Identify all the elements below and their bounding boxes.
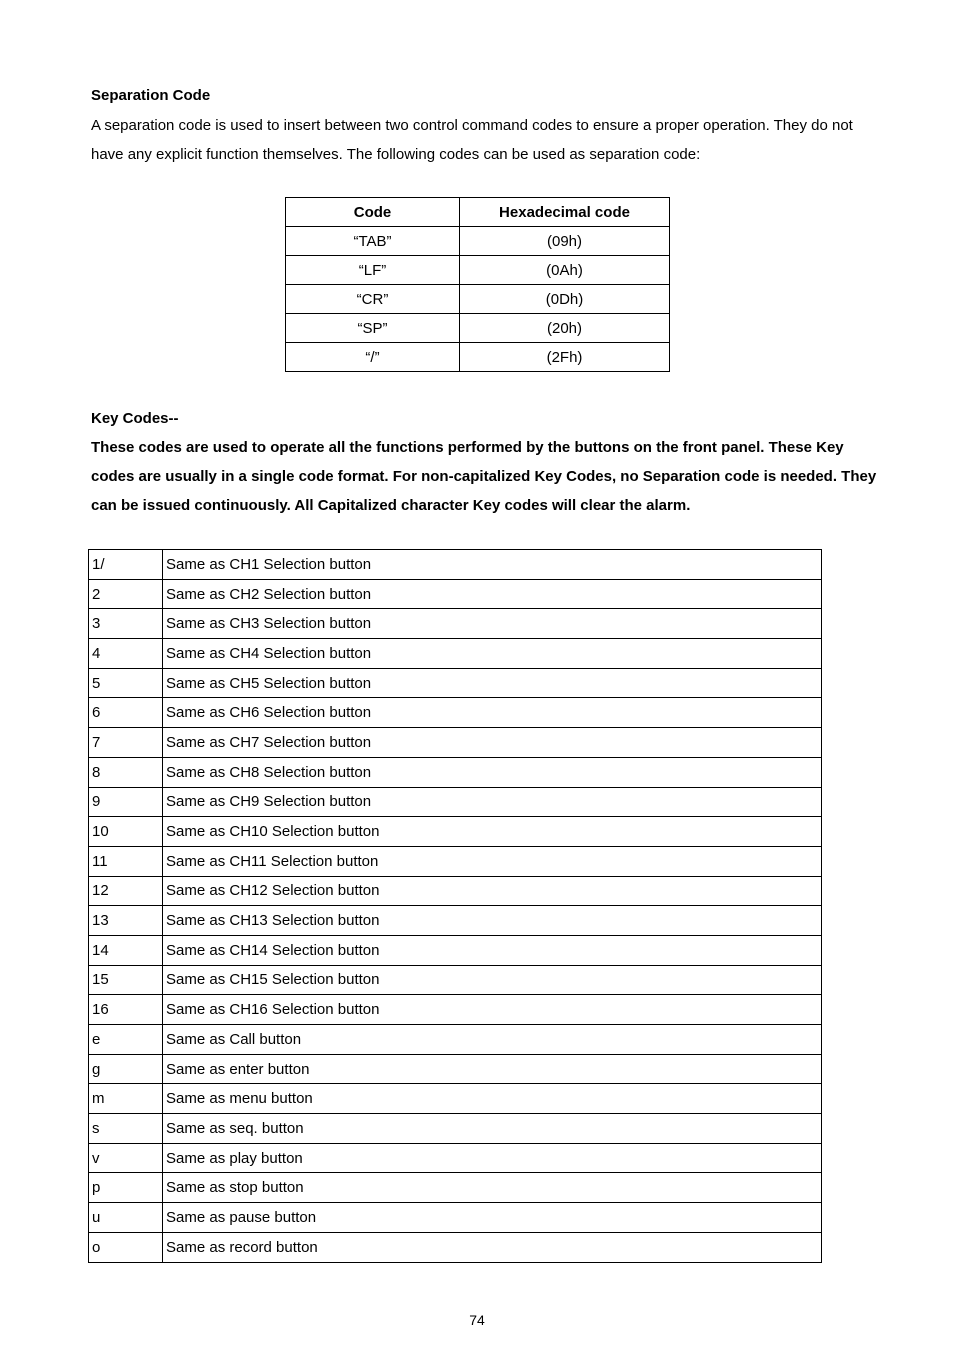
table-row xyxy=(89,1232,822,1262)
table-row xyxy=(89,1143,822,1173)
table-row xyxy=(89,728,822,758)
table-row xyxy=(89,906,822,936)
table-row xyxy=(89,698,822,728)
key-code-cell: u xyxy=(89,1203,163,1233)
description-cell: Same as CH5 Selection button xyxy=(163,668,822,698)
description-cell: Same as stop button xyxy=(163,1173,822,1203)
table-row xyxy=(89,995,822,1025)
table-row xyxy=(89,846,822,876)
separation-code-table xyxy=(285,197,670,372)
hex-code-cell: (0Ah) xyxy=(460,256,670,285)
description-cell: Same as CH16 Selection button xyxy=(163,995,822,1025)
hex-code-cell: (2Fh) xyxy=(460,343,670,372)
key-code-cell: 9 xyxy=(89,787,163,817)
page-number: 74 xyxy=(469,1312,485,1328)
key-code-cell: 5 xyxy=(89,668,163,698)
description-cell: Same as CH4 Selection button xyxy=(163,639,822,669)
table-row xyxy=(89,1025,822,1055)
key-code-cell: 10 xyxy=(89,817,163,847)
description-cell: Same as CH10 Selection button xyxy=(163,817,822,847)
table-row xyxy=(89,668,822,698)
description-cell: Same as CH7 Selection button xyxy=(163,728,822,758)
table-row xyxy=(286,285,670,314)
table-row xyxy=(89,965,822,995)
description-cell: Same as enter button xyxy=(163,1054,822,1084)
key-code-cell: m xyxy=(89,1084,163,1114)
table-row xyxy=(89,1203,822,1233)
key-code-cell: o xyxy=(89,1232,163,1262)
table-row xyxy=(89,1173,822,1203)
table-row xyxy=(286,314,670,343)
table-row xyxy=(89,550,822,580)
description-cell: Same as CH2 Selection button xyxy=(163,579,822,609)
description-cell: Same as CH9 Selection button xyxy=(163,787,822,817)
table-row xyxy=(89,1114,822,1144)
key-codes-heading: Key Codes-- xyxy=(91,410,179,427)
description-cell: Same as CH11 Selection button xyxy=(163,846,822,876)
table-row xyxy=(89,1084,822,1114)
description-cell: Same as play button xyxy=(163,1143,822,1173)
table-row xyxy=(89,757,822,787)
description-cell: Same as pause button xyxy=(163,1203,822,1233)
key-code-cell: 12 xyxy=(89,876,163,906)
description-cell: Same as CH12 Selection button xyxy=(163,876,822,906)
key-codes-paragraph: These codes are used to operate all the functions performed by the buttons on the front panel. These Key codes are usually in a single code format. For non-capitalized Key Codes, no Separation code is needed. They can be issued continuously. All Capitalized character Key codes will clear the alarm. xyxy=(91,439,877,514)
description-cell: Same as CH13 Selection button xyxy=(163,906,822,936)
table-row xyxy=(286,343,670,372)
table-row xyxy=(89,817,822,847)
code-cell: “/” xyxy=(286,343,460,372)
description-cell: Same as CH8 Selection button xyxy=(163,757,822,787)
table-row xyxy=(89,609,822,639)
table-row xyxy=(286,256,670,285)
separation-code-heading: Separation Code xyxy=(91,87,211,104)
key-code-cell: 6 xyxy=(89,698,163,728)
key-code-cell: 8 xyxy=(89,757,163,787)
key-code-cell: 1/ xyxy=(89,550,163,580)
description-cell: Same as menu button xyxy=(163,1084,822,1114)
description-cell: Same as Call button xyxy=(163,1025,822,1055)
code-cell: “CR” xyxy=(286,285,460,314)
description-cell: Same as CH6 Selection button xyxy=(163,698,822,728)
key-code-cell: 2 xyxy=(89,579,163,609)
table-row xyxy=(89,1054,822,1084)
table-row xyxy=(89,579,822,609)
table-row xyxy=(89,876,822,906)
table-row xyxy=(89,935,822,965)
column-header-hex: Hexadecimal code xyxy=(460,198,670,227)
key-code-cell: 14 xyxy=(89,935,163,965)
table-row xyxy=(89,787,822,817)
key-code-cell: 15 xyxy=(89,965,163,995)
table-row xyxy=(286,227,670,256)
description-cell: Same as CH3 Selection button xyxy=(163,609,822,639)
key-code-cell: e xyxy=(89,1025,163,1055)
description-cell: Same as CH1 Selection button xyxy=(163,550,822,580)
key-code-cell: 3 xyxy=(89,609,163,639)
code-cell: “LF” xyxy=(286,256,460,285)
key-code-cell: p xyxy=(89,1173,163,1203)
key-code-cell: s xyxy=(89,1114,163,1144)
key-code-cell: g xyxy=(89,1054,163,1084)
separation-table-body xyxy=(286,227,670,372)
hex-code-cell: (20h) xyxy=(460,314,670,343)
code-cell: “SP” xyxy=(286,314,460,343)
key-code-cell: 11 xyxy=(89,846,163,876)
table-row xyxy=(89,639,822,669)
column-header-code: Code xyxy=(286,198,460,227)
code-cell: “TAB” xyxy=(286,227,460,256)
description-cell: Same as CH15 Selection button xyxy=(163,965,822,995)
key-code-cell: 4 xyxy=(89,639,163,669)
key-code-cell: v xyxy=(89,1143,163,1173)
key-code-cell: 16 xyxy=(89,995,163,1025)
description-cell: Same as CH14 Selection button xyxy=(163,935,822,965)
key-code-cell: 7 xyxy=(89,728,163,758)
key-code-cell: 13 xyxy=(89,906,163,936)
key-codes-table xyxy=(88,549,822,1263)
description-cell: Same as seq. button xyxy=(163,1114,822,1144)
hex-code-cell: (0Dh) xyxy=(460,285,670,314)
key-table-body xyxy=(89,550,822,1263)
table-header-row xyxy=(286,198,670,227)
description-cell: Same as record button xyxy=(163,1232,822,1262)
hex-code-cell: (09h) xyxy=(460,227,670,256)
separation-code-paragraph: A separation code is used to insert between two control command codes to ensure a proper operation. They do not have any explicit function themselves. The following codes can be used as separation code: xyxy=(91,117,853,163)
